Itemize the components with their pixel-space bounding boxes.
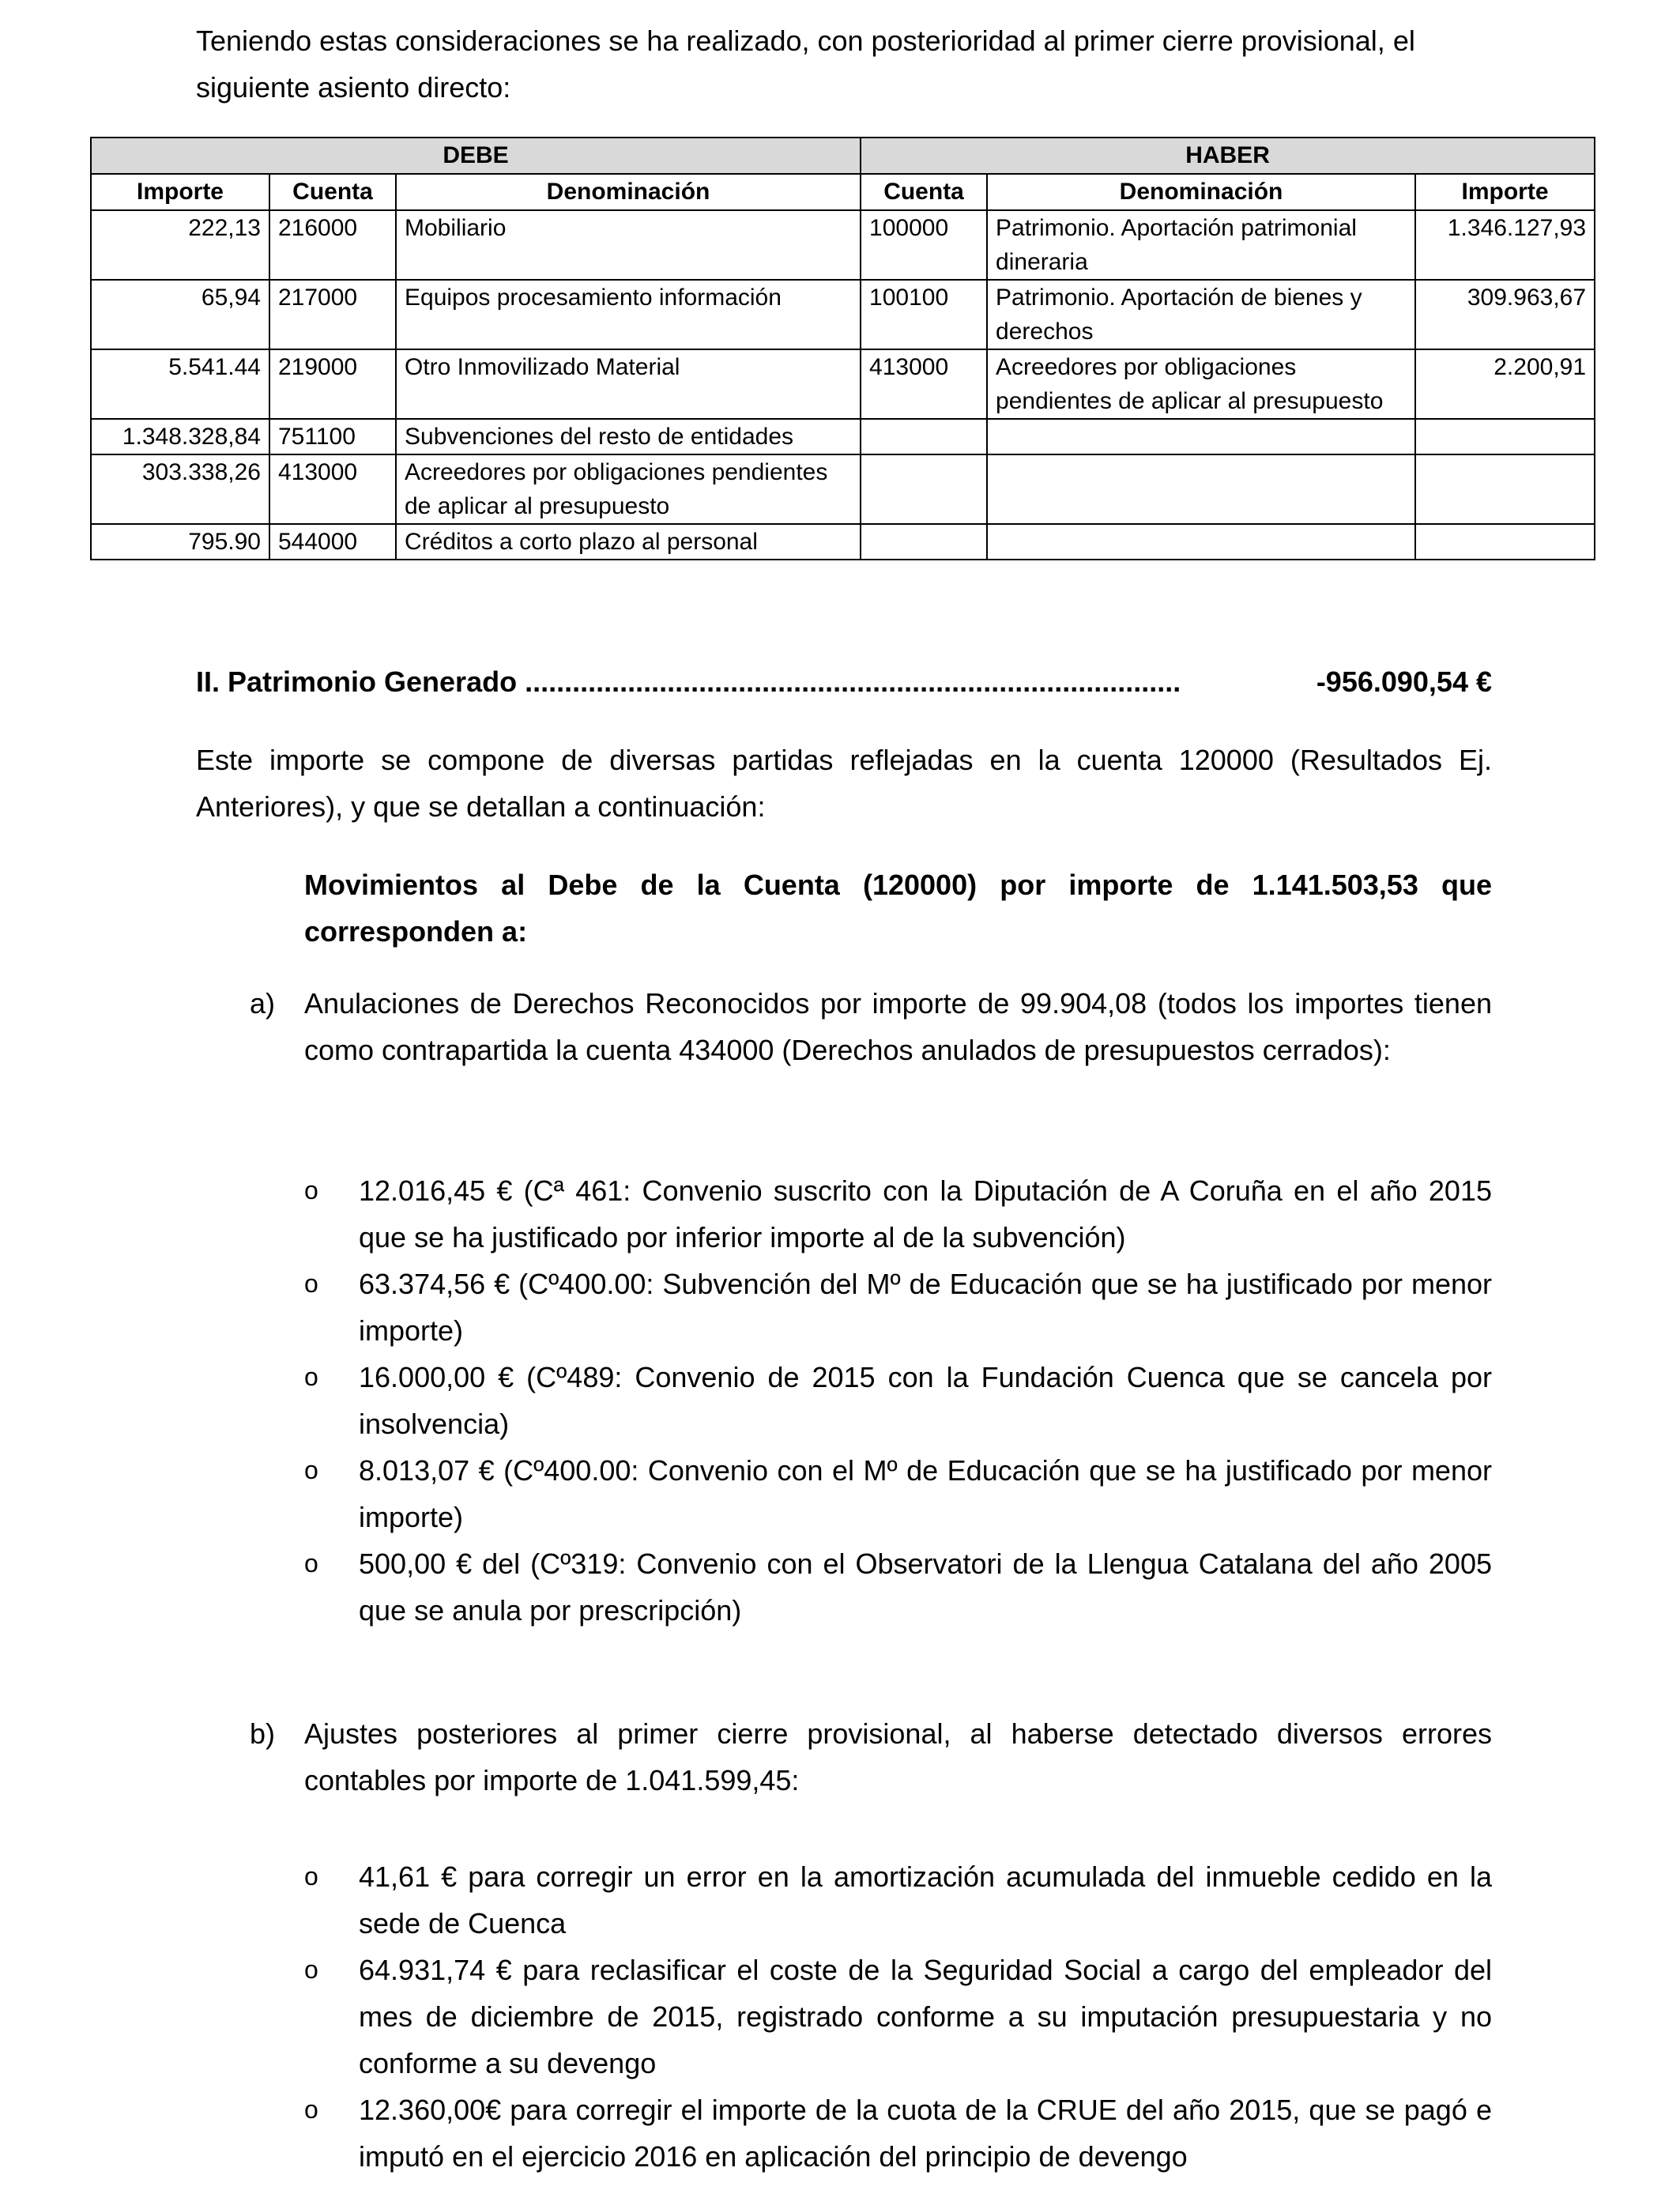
bullet-circle-icon: o [304, 1363, 318, 1391]
section-title: II. Patrimonio Generado ................................................................................... [196, 665, 1181, 698]
haber-importe-cell: 2.200,91 [1415, 349, 1595, 419]
list-item-b [250, 1710, 1492, 1804]
bullet-text: 500,00 € del (Cº319: Convenio con el Observatori de la Llengua Catalana del año 2005 que se anula por prescripción) [359, 1547, 1492, 1627]
subsection-heading: Movimientos al Debe de la Cuenta (120000) por importe de 1.141.503,53 que corresponden a: [304, 869, 1492, 948]
debe-importe-cell: 5.541.44 [91, 349, 269, 419]
bullet-item [304, 1447, 1492, 1540]
bullet-circle-icon: o [304, 1549, 318, 1578]
bullet-text: 12.016,45 € (Cª 461: Convenio suscrito con la Diputación de A Coruña en el año 2015 que se ha justificado por inferior importe al de la subvención) [359, 1174, 1492, 1253]
column-header-debe-importe: Importe [91, 174, 269, 210]
debe-importe-cell: 795.90 [91, 524, 269, 560]
haber-importe-cell [1415, 454, 1595, 524]
debe-denominacion-cell: Acreedores por obligaciones pendientes de aplicar al presupuesto [396, 454, 861, 524]
bullet-text: 16.000,00 € (Cº489: Convenio de 2015 con la Fundación Cuenca que se cancela por insolvencia) [359, 1361, 1492, 1440]
haber-cuenta-cell [861, 454, 987, 524]
debe-denominacion-cell: Mobiliario [396, 210, 861, 280]
haber-importe-cell: 309.963,67 [1415, 280, 1595, 349]
bullet-circle-icon: o [304, 1862, 318, 1891]
bullet-item [304, 1540, 1492, 1634]
table-row [91, 524, 1595, 560]
bullet-circle-icon: o [304, 1955, 318, 1984]
table-row [91, 419, 1595, 454]
haber-denominacion-cell: Patrimonio. Aportación de bienes y derechos [987, 280, 1415, 349]
table-row [91, 349, 1595, 419]
bullet-text: 8.013,07 € (Cº400.00: Convenio con el Mº de Educación que se ha justificado por menor importe) [359, 1454, 1492, 1533]
section-amount: -956.090,54 € [1316, 665, 1492, 698]
debe-denominacion-cell: Subvenciones del resto de entidades [396, 419, 861, 454]
haber-cuenta-cell [861, 419, 987, 454]
bullet-item [304, 2087, 1492, 2180]
table-group-header-row [91, 138, 1595, 174]
bullet-text: 12.360,00€ para corregir el importe de la cuota de la CRUE del año 2015, que se pagó e imputó en el ejercicio 2016 en aplicación del principio de devengo [359, 2094, 1492, 2173]
haber-denominacion-cell [987, 524, 1415, 560]
debe-denominacion-cell: Equipos procesamiento información [396, 280, 861, 349]
list-item-text: Ajustes posteriores al primer cierre provisional, al haberse detectado diversos errores contables por importe de 1.041.599,45: [304, 1717, 1492, 1796]
debe-cuenta-cell: 413000 [269, 454, 396, 524]
column-header-haber-cuenta: Cuenta [861, 174, 987, 210]
column-header-haber-importe: Importe [1415, 174, 1595, 210]
bullet-list-a [304, 1167, 1492, 1634]
column-header-debe-denominacion: Denominación [396, 174, 861, 210]
section-heading-patrimonio-generado [196, 660, 1492, 704]
debe-cuenta-cell: 219000 [269, 349, 396, 419]
table-column-header-row [91, 174, 1595, 210]
haber-denominacion-cell: Acreedores por obligaciones pendientes de aplicar al presupuesto [987, 349, 1415, 419]
debe-cuenta-cell: 751100 [269, 419, 396, 454]
haber-importe-cell: 1.346.127,93 [1415, 210, 1595, 280]
debe-importe-cell: 1.348.328,84 [91, 419, 269, 454]
haber-cuenta-cell [861, 524, 987, 560]
bullet-text: 64.931,74 € para reclasificar el coste de la Seguridad Social a cargo del empleador del mes de diciembre de 2015, registrado conforme a su imputación presupuestaria y no conforme a su devengo [359, 1954, 1492, 2079]
debe-denominacion-cell: Créditos a corto plazo al personal [396, 524, 861, 560]
list-marker: b) [250, 1717, 276, 1750]
table-row [91, 454, 1595, 524]
debe-importe-cell: 303.338,26 [91, 454, 269, 524]
haber-cuenta-cell: 100000 [861, 210, 987, 280]
haber-importe-cell [1415, 524, 1595, 560]
debe-cuenta-cell: 216000 [269, 210, 396, 280]
list-item-a [250, 980, 1492, 1073]
bullet-circle-icon: o [304, 1176, 318, 1204]
body-paragraph: Este importe se compone de diversas partidas reflejadas en la cuenta 120000 (Resultados Ej. Anteriores), y que se detallan a continuación: [196, 744, 1492, 823]
haber-denominacion-cell: Patrimonio. Aportación patrimonial dineraria [987, 210, 1415, 280]
debe-header: DEBE [91, 138, 861, 174]
haber-cuenta-cell: 413000 [861, 349, 987, 419]
bullet-item [304, 1354, 1492, 1447]
haber-denominacion-cell [987, 419, 1415, 454]
column-header-haber-denominacion: Denominación [987, 174, 1415, 210]
bullet-text: 41,61 € para corregir un error en la amortización acumulada del inmueble cedido en la sede de Cuenca [359, 1860, 1492, 1940]
bullet-text: 63.374,56 € (Cº400.00: Subvención del Mº de Educación que se ha justificado por menor importe) [359, 1268, 1492, 1347]
list-marker: a) [250, 987, 276, 1020]
debe-importe-cell: 65,94 [91, 280, 269, 349]
bullet-item [304, 1947, 1492, 2087]
column-header-debe-cuenta: Cuenta [269, 174, 396, 210]
table-row [91, 280, 1595, 349]
haber-cuenta-cell: 100100 [861, 280, 987, 349]
bullet-list-b [304, 1853, 1492, 2180]
table-row [91, 210, 1595, 280]
list-item-text: Anulaciones de Derechos Reconocidos por importe de 99.904,08 (todos los importes tienen como contrapartida la cuenta 434000 (Derechos anulados de presupuestos cerrados): [304, 987, 1492, 1066]
bullet-item [304, 1853, 1492, 1947]
haber-importe-cell [1415, 419, 1595, 454]
bullet-item [304, 1167, 1492, 1261]
bullet-circle-icon: o [304, 1456, 318, 1484]
journal-entry-table [90, 137, 1595, 560]
debe-cuenta-cell: 544000 [269, 524, 396, 560]
debe-importe-cell: 222,13 [91, 210, 269, 280]
bullet-circle-icon: o [304, 1269, 318, 1298]
debe-denominacion-cell: Otro Inmovilizado Material [396, 349, 861, 419]
bullet-item [304, 1261, 1492, 1354]
intro-paragraph: Teniendo estas consideraciones se ha realizado, con posterioridad al primer cierre provisional, el siguiente asiento directo: [196, 25, 1415, 104]
debe-cuenta-cell: 217000 [269, 280, 396, 349]
haber-denominacion-cell [987, 454, 1415, 524]
bullet-circle-icon: o [304, 2095, 318, 2124]
haber-header: HABER [861, 138, 1595, 174]
